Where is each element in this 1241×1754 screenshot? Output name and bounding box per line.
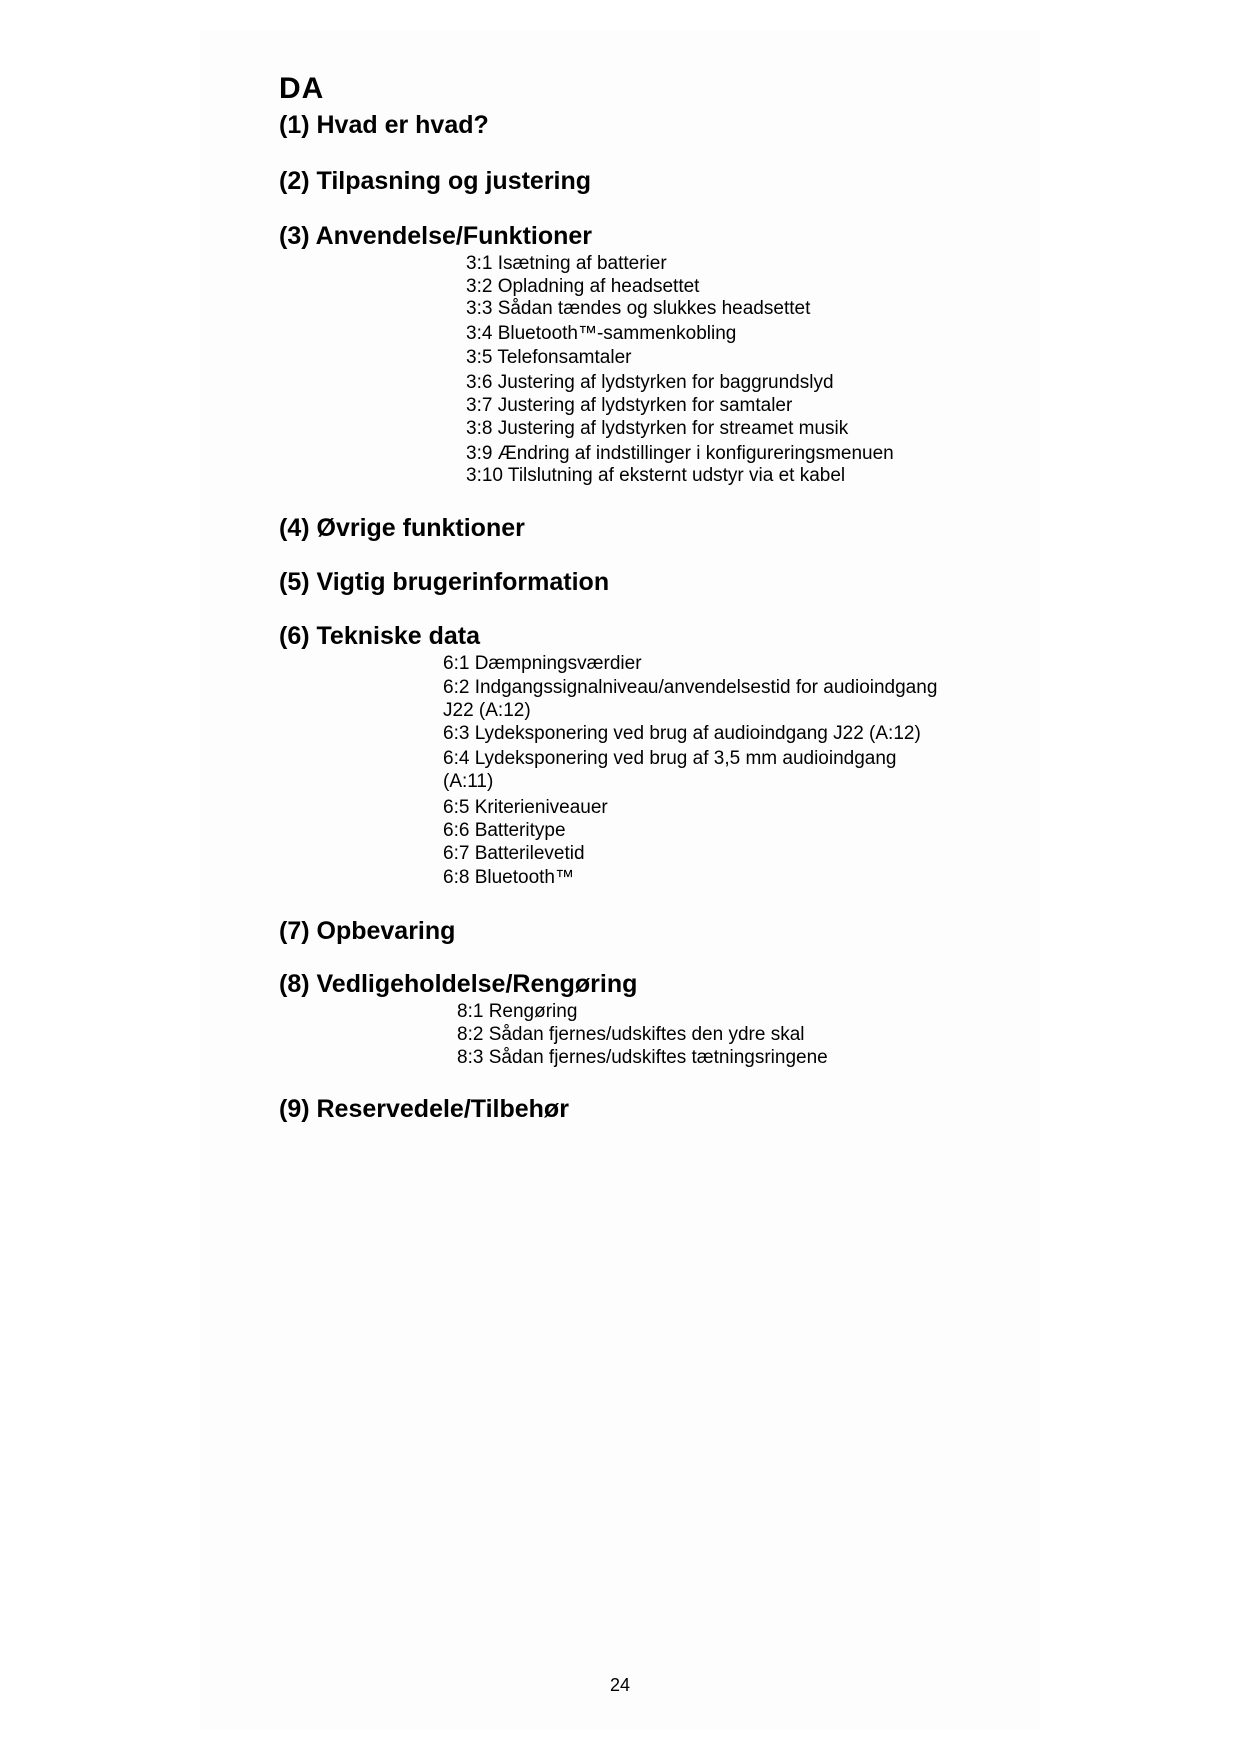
section-heading-7: (7) Opbevaring (279, 917, 456, 945)
toc-item: 3:10 Tilslutning af eksternt udstyr via et kabel (466, 465, 846, 486)
toc-item: 6:2 Indgangssignalniveau/anvendelsestid for audioindgang J22 (A:12) (443, 677, 938, 721)
toc-item: 3:3 Sådan tændes og slukkes headsettet (466, 298, 811, 319)
toc-item: 3:6 Justering af lydstyrken for baggrundslyd (466, 372, 834, 393)
toc-item: 8:3 Sådan fjernes/udskiftes tætningsringene (457, 1047, 828, 1068)
toc-item: 6:3 Lydeksponering ved brug af audioindgang J22 (A:12) (443, 723, 921, 744)
section-heading-8: (8) Vedligeholdelse/Rengøring (279, 970, 638, 998)
toc-item: 8:1 Rengøring (457, 1001, 578, 1022)
toc-item: 6:1 Dæmpningsværdier (443, 653, 642, 674)
toc-item: 3:2 Opladning af headsettet (466, 276, 700, 297)
toc-item: 3:8 Justering af lydstyrken for streamet musik (466, 418, 849, 439)
toc-item: 3:4 Bluetooth™-sammenkobling (466, 323, 737, 344)
section-heading-4: (4) Øvrige funktioner (279, 514, 525, 542)
section-heading-2: (2) Tilpasning og justering (279, 167, 592, 195)
section-heading-1: (1) Hvad er hvad? (279, 111, 489, 139)
toc-item: 6:4 Lydeksponering ved brug af 3,5 mm audioindgang (A:11) (443, 748, 897, 792)
toc-item: 6:5 Kriterieniveauer (443, 797, 608, 818)
section-heading-5: (5) Vigtig brugerinformation (279, 568, 610, 596)
toc-item: 6:7 Batterilevetid (443, 843, 585, 864)
toc-item: 3:5 Telefonsamtaler (466, 347, 632, 368)
toc-item: 3:1 Isætning af batterier (466, 253, 667, 274)
language-code: DA (279, 72, 325, 105)
toc-item: 3:7 Justering af lydstyrken for samtaler (466, 395, 793, 416)
section-heading-3: (3) Anvendelse/Funktioner (279, 222, 593, 250)
section-heading-6: (6) Tekniske data (279, 622, 481, 650)
toc-item: 8:2 Sådan fjernes/udskiftes den ydre skal (457, 1024, 805, 1045)
section-heading-9: (9) Reservedele/Tilbehør (279, 1095, 569, 1123)
page-number: 24 (609, 1675, 631, 1695)
toc-item: 6:6 Batteritype (443, 820, 566, 841)
toc-item: 3:9 Ændring af indstillinger i konfigureringsmenuen (466, 443, 894, 464)
toc-item: 6:8 Bluetooth™ (443, 867, 574, 888)
